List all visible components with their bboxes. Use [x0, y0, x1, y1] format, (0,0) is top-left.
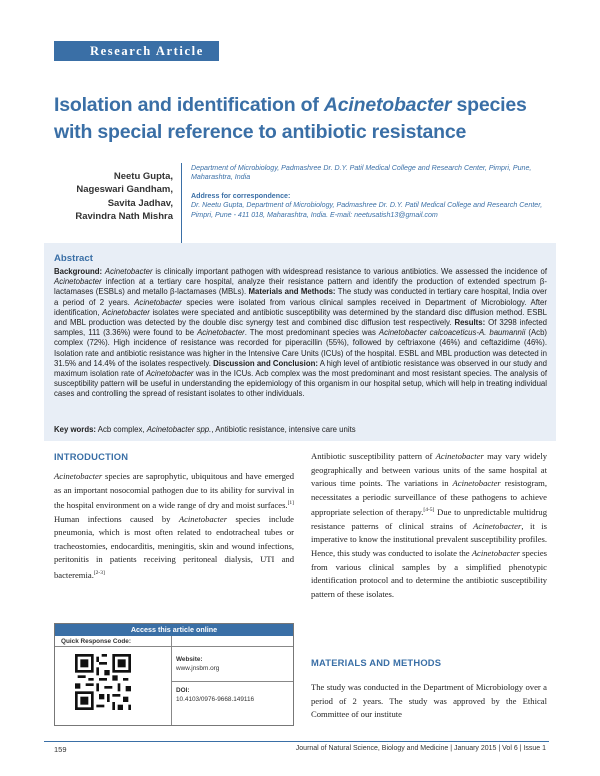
author: Neetu Gupta,	[113, 171, 173, 182]
keywords: Key words: Acb complex, Acinetobacter spp., Antibiotic resistance, intensive care units	[54, 425, 356, 434]
abstract-heading: Abstract	[54, 253, 93, 264]
affiliation-text: Department of Microbiology, Padmashree Dr. D.Y. Patil Medical College and Research Center, Pimpri, Pune, Maharashtra, India	[191, 164, 532, 182]
introduction-paragraph-2: Antibiotic susceptibility pattern of Acinetobacter may vary widely geographically and between various units of the same hospital at various time points. The variations in Acinetobacter resistogram, necessitates a periodic surveillance of these pathogens to achieve appropriate selection of therapy.[4-5] Due to unpredictable multidrug resistance patterns of clinical strains of Acinetobacter, it is imperative to know the institutional prevalent susceptibility profiles. Hence, this study was conducted to isolate the Acinetobacter species from various clinical samples by a simplified phenotypic identification protocol and to determine the antibiotic susceptibility pattern of these isolates.	[311, 451, 548, 599]
methods-paragraph: The study was conducted in the Department of Microbiology over a period of 2 years. The study was approved by the Ethical Committee of our institute	[311, 682, 547, 720]
article-type-banner: Research Article	[54, 41, 219, 61]
article-title: Isolation and identification of Acinetobacter species with special reference to antibiotic resistance	[54, 94, 527, 143]
introduction-heading: INTRODUCTION	[54, 451, 129, 462]
affiliation-divider	[181, 163, 182, 255]
page-number: 159	[54, 745, 67, 754]
author-list	[54, 170, 173, 223]
journal-citation: Journal of Natural Science, Biology and Medicine | January 2015 | Vol 6 | Issue 1	[295, 745, 546, 752]
doi-label: DOI:	[176, 687, 190, 694]
methods-heading: MATERIALS AND METHODS	[311, 657, 442, 668]
website-label: Website:	[176, 656, 203, 663]
correspondence-heading: Address for correspondence:	[191, 191, 291, 200]
qr-code-icon[interactable]	[75, 654, 131, 710]
author: Ravindra Nath Mishra	[75, 210, 173, 222]
footer-divider	[44, 741, 549, 742]
abstract-body: Background: Acinetobacter is clinically important pathogen with widespread resistance to various antibiotics. We assessed the incidence of Acinetobacter infection at a tertiary care hospital, analyze their resistance pattern and identify the production of extended spectrum β-lactamases (ESBLs) and metallo β-lactamases (MBLs). Materials and Methods: The study was conducted in tertiary care hospital, India over a period of 2 years. Acinetobacter species were isolated from various clinical samples received in Department of Microbiology. After identification, Acinetobacter isolates were speciated and antibiotic susceptibility was determined by the standard disc diffusion method. ESBL and MBL production was detected by the double disc synergy test and combined disc diffusion test respectively. Results: Of 3298 infected samples, 111 (3.36%) were found to be Acinetobacter. The most predominant species was Acinetobacter calcoaceticus-A. baumannii (Acb) complex (72%). High incidence of resistance was recorded for piperacillin (55%), followed by ceftriaxone (46%) and ceftazidime (46%). Isolation rate and antibiotic resistance was higher in the Intensive Care Units (ICUs) of the hospital. ESBL and MBL production was detected in 31.5% and 14.4% of the isolates respectively. Discussion and Conclusion: A high level of antibiotic resistance was observed in our study and maximum isolation rate of Acinetobacter was in the ICUs. Acb complex was the most predominant and most resistant species. The analysis of susceptibility pattern will be useful in understanding the epidemiology of this organism in our hospital setup, which will help in treating individual cases and controlling the spread of resistant isolates to other individuals.	[54, 267, 548, 399]
website-link[interactable]: www.jnsbm.org	[176, 665, 220, 672]
affiliation-block	[191, 164, 556, 220]
correspondence-text: Dr. Neetu Gupta, Department of Microbiology, Padmashree Dr. D.Y. Patil Medical College and Research Center, Pimpri, Pune - 411 018, Maharashtra, India. E-mail: neetusatish13@gmail.com	[191, 201, 543, 219]
doi-link[interactable]: 10.4103/0976-9668.149116	[176, 696, 255, 703]
author: Nageswari Gandham,	[76, 184, 173, 196]
author: Savita Jadhav,	[107, 197, 173, 209]
introduction-paragraph: Acinetobacter species are saprophytic, ubiquitous and have emerged as an important nosocomial pathogen due to its ability for survival in the hospital environment on a wide range of dry and moist surfaces.[1] Human infections caused by Acinetobacter species include pneumonia, which is most often related to endotracheal tubes or tracheostomies, endocarditis, meningitis, skin and wound infections, peritonitis in patients receiving peritoneal dialysis, UTI and bacteremia.[2-3]	[54, 471, 294, 580]
qr-label: Quick Response Code:	[61, 638, 131, 645]
divider	[55, 646, 293, 647]
access-title: Access this article online	[55, 624, 293, 636]
access-online-box	[54, 623, 294, 726]
divider	[172, 681, 293, 682]
